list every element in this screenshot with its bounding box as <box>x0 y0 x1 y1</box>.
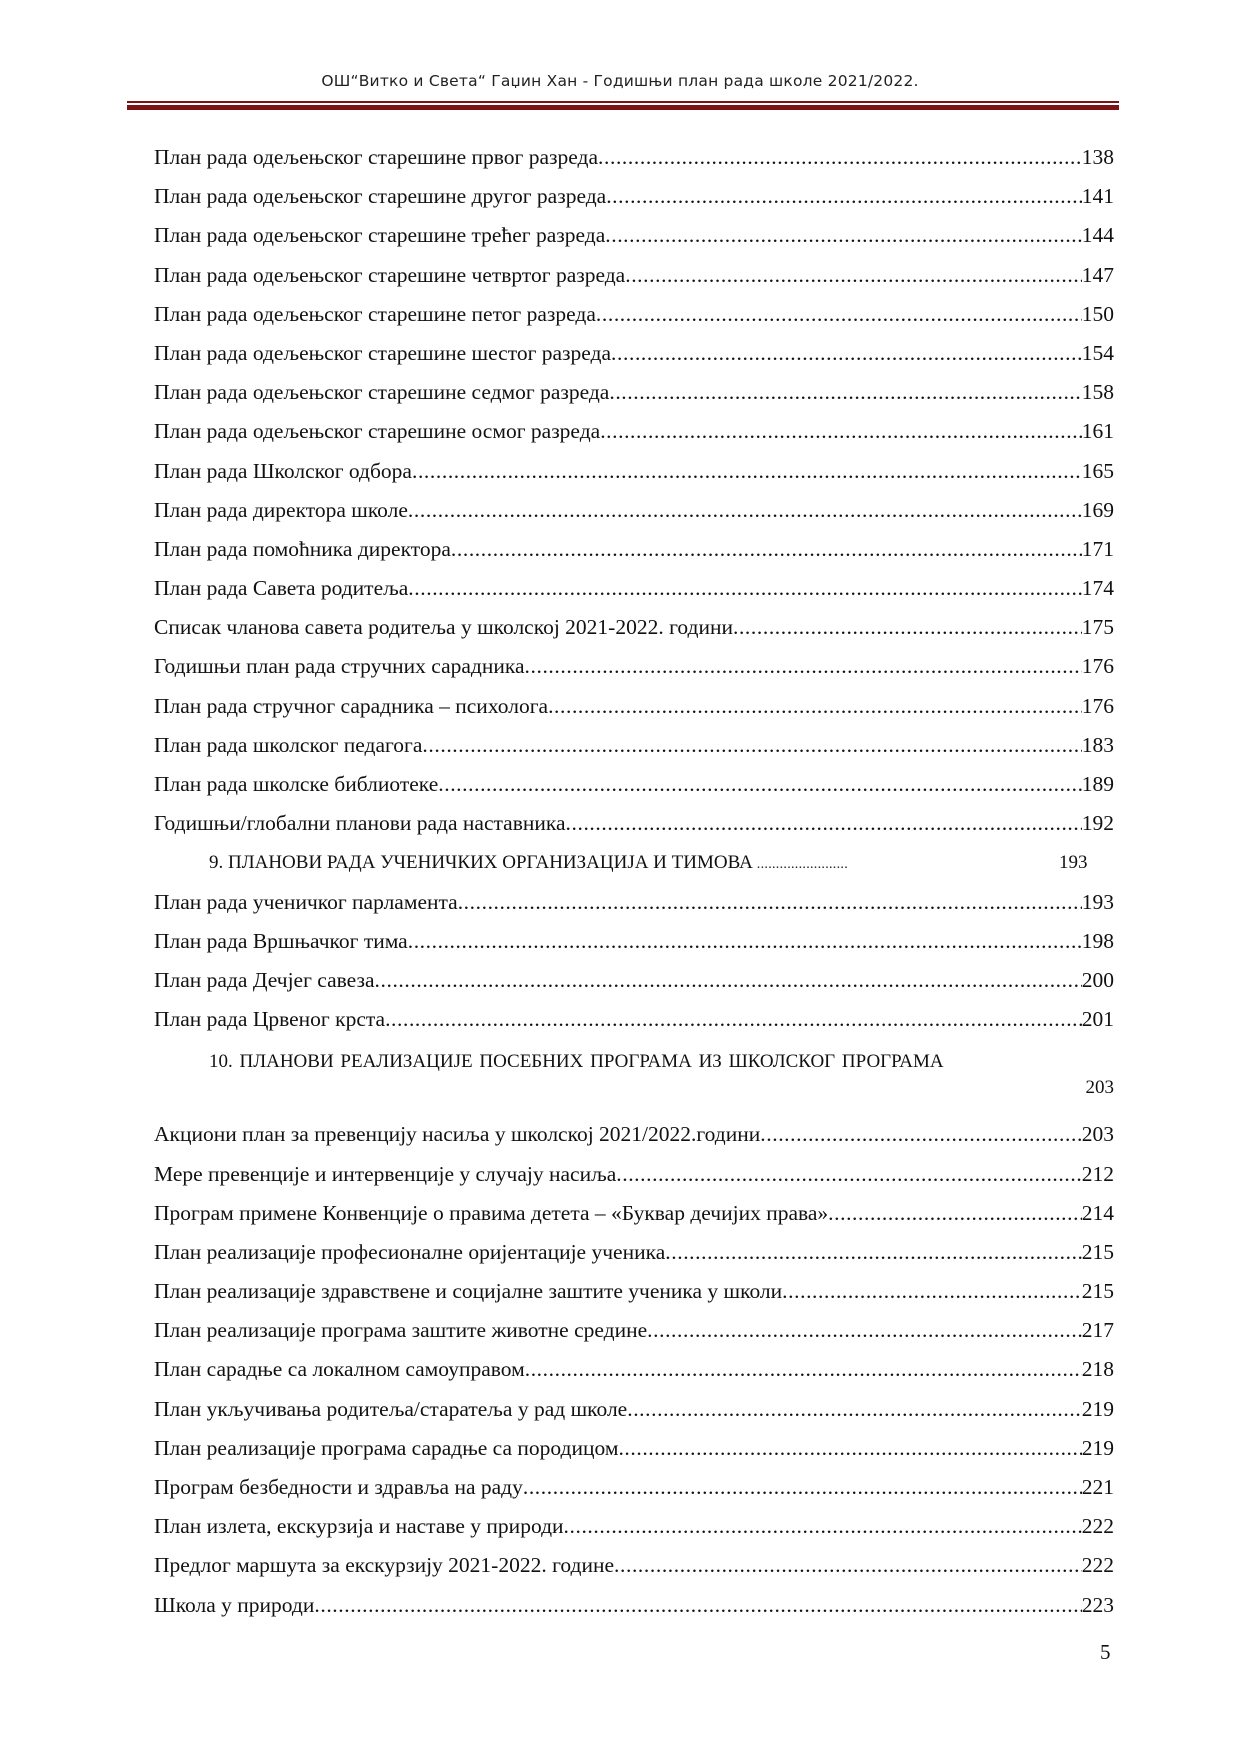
toc-entry-page: 193 <box>1081 889 1114 914</box>
toc-leader-dots <box>605 216 1082 255</box>
toc-leader-dots <box>625 256 1082 295</box>
toc-group-1 <box>154 138 1114 843</box>
toc-entry-page: 215 <box>1081 1279 1114 1304</box>
toc-entry[interactable] <box>154 1507 1114 1546</box>
toc-leader-dots <box>598 138 1082 177</box>
toc-entry-title: Програм безбедности и здравља на раду <box>154 1475 523 1499</box>
toc-entry-title: План сарадње са локалном самоуправом <box>154 1357 525 1382</box>
toc-entry-page: 189 <box>1081 772 1114 796</box>
toc-entry[interactable] <box>154 373 1114 412</box>
toc-entry-page: 221 <box>1081 1475 1114 1499</box>
toc-entry[interactable] <box>154 1468 1114 1507</box>
toc-leader-dots <box>614 1546 1082 1585</box>
toc-group-3 <box>154 1115 1114 1624</box>
toc-entry-title: План рада одељењског старешине првог разреда <box>154 145 599 169</box>
toc-entry-title: Школа у природи <box>154 1592 315 1617</box>
toc-entry-page: 171 <box>1081 536 1114 561</box>
toc-entry-title: План рада ученичког парламента <box>154 889 458 914</box>
toc-leader-dots <box>385 1000 1082 1039</box>
toc-entry-page: 201 <box>1081 1007 1114 1032</box>
toc-entry-title: План рада школског педагога <box>154 732 423 757</box>
toc-entry-page: 223 <box>1081 1592 1114 1617</box>
toc-entry[interactable] <box>154 1311 1114 1350</box>
toc-entry[interactable] <box>154 804 1114 843</box>
toc-entry-page: 219 <box>1081 1396 1114 1421</box>
toc-entry[interactable] <box>154 216 1114 255</box>
toc-entry-page: 192 <box>1081 811 1114 836</box>
toc-leader-dots <box>523 1468 1082 1507</box>
toc-leader-dots <box>408 922 1082 961</box>
toc-entry[interactable] <box>154 647 1114 686</box>
toc-entry-title: План реализације здравствене и социјалне заштите ученика у школи <box>154 1279 783 1304</box>
toc-entry-title: План рада помоћника директора <box>154 536 451 561</box>
toc-entry[interactable] <box>154 334 1114 373</box>
toc-entry-title: Програм примене Конвенције о правима детета – «Буквар дечијих права» <box>154 1200 829 1225</box>
toc-entry[interactable] <box>154 726 1114 765</box>
toc-entry-page: 200 <box>1081 967 1114 992</box>
toc-leader-dots <box>314 1586 1081 1625</box>
header-rule-thick <box>127 105 1119 110</box>
toc-entry[interactable] <box>154 177 1114 216</box>
toc-leader-dots <box>782 1272 1082 1311</box>
toc-entry-page: 138 <box>1081 145 1114 169</box>
toc-entry-page: 176 <box>1081 693 1114 718</box>
toc-leader-dots <box>412 452 1082 491</box>
section-10-title: 10. ПЛАНОВИ РЕАЛИЗАЦИЈЕ ПОСЕБНИХ ПРОГРАМА ИЗ ШКОЛСКОГ ПРОГРАМА <box>209 1051 944 1073</box>
toc-entry[interactable] <box>154 1115 1114 1154</box>
toc-entry-title: План реализације професионалне оријентације ученика <box>154 1239 666 1264</box>
toc-entry-title: План рада одељењског старешине осмог разреда <box>154 419 601 444</box>
toc-entry-title: Годишњи план рада стручних сарадника <box>154 654 525 679</box>
toc-leader-dots <box>828 1194 1082 1233</box>
toc-leader-dots <box>451 530 1082 569</box>
section-9-page: 193 <box>1059 852 1088 874</box>
toc-entry-title: Предлог маршута за екскурзију 2021-2022. године <box>154 1553 615 1578</box>
toc-entry-title: План укључивања родитеља/старатеља у рад школе <box>154 1396 628 1421</box>
toc-entry-page: 175 <box>1081 615 1114 640</box>
toc-entry[interactable] <box>154 1194 1114 1233</box>
toc-entry-page: 214 <box>1081 1200 1114 1225</box>
toc-section-9[interactable] <box>154 843 1114 882</box>
toc-leader-dots <box>422 726 1081 765</box>
toc-entry-page: 150 <box>1081 301 1114 326</box>
toc-entry-page: 219 <box>1081 1435 1114 1460</box>
toc-entry[interactable] <box>154 569 1114 608</box>
toc-entry-page: 169 <box>1081 497 1114 522</box>
toc-entry[interactable] <box>154 530 1114 569</box>
toc-leader-dots <box>611 334 1082 373</box>
toc-entry-title: План рада Школског одбора <box>154 458 412 483</box>
toc-entry-page: 203 <box>1081 1122 1114 1147</box>
toc-entry-title: План рада Вршњачког тима <box>154 928 408 953</box>
toc-leader-dots <box>408 569 1081 608</box>
toc-entry-page: 174 <box>1081 576 1114 601</box>
toc-leader-dots <box>596 295 1082 334</box>
toc-leader-dots <box>566 804 1082 843</box>
toc-entry[interactable] <box>154 1350 1114 1389</box>
toc-entry-title: План рада одељењског старешине трећег разреда <box>154 223 606 248</box>
toc-entry-title: План рада одељењског старешине седмог разреда <box>154 380 610 405</box>
toc-entry-page: 161 <box>1081 419 1114 444</box>
toc-entry[interactable] <box>154 608 1114 647</box>
toc-leader-dots <box>616 1155 1082 1194</box>
toc-entry[interactable] <box>154 295 1114 334</box>
toc-entry-page: 165 <box>1081 458 1114 483</box>
toc-leader-dots <box>647 1311 1082 1350</box>
running-header: ОШ“Витко и Света“ Гаџин Хан - Годишњи план рада школе 2021/2022. <box>321 72 919 90</box>
toc-entry-title: План рада одељењског старешине петог разреда <box>154 301 596 326</box>
section-9-dots: ........................ <box>756 857 848 873</box>
toc-entry-title: План рада Савета родитеља <box>154 576 409 601</box>
toc-leader-dots <box>618 1429 1081 1468</box>
toc-leader-dots <box>600 412 1082 451</box>
toc-entry-page: 222 <box>1081 1514 1114 1539</box>
toc-entry-title: План рада стручног сарадника – психолога <box>154 693 549 718</box>
toc-entry[interactable] <box>154 1233 1114 1272</box>
toc-leader-dots <box>627 1390 1082 1429</box>
toc-leader-dots <box>438 765 1082 804</box>
toc-entry-title: Списак чланова савета родитеља у школској 2021-2022. години <box>154 615 733 640</box>
toc-leader-dots <box>525 1350 1082 1389</box>
toc-entry-title: План реализације програма заштите животне средине <box>154 1318 648 1343</box>
toc-entry-title: План рада директора школе <box>154 497 408 522</box>
toc-leader-dots <box>375 961 1082 1000</box>
toc-entry[interactable] <box>154 883 1114 922</box>
section-10-page: 203 <box>1085 1077 1114 1099</box>
toc-entry[interactable] <box>154 1429 1114 1468</box>
toc-entry-title: План рада школске библиотеке <box>154 772 439 796</box>
toc-entry[interactable] <box>154 412 1114 451</box>
header-rule-thin <box>127 101 1119 103</box>
toc-leader-dots <box>733 608 1082 647</box>
toc-entry-page: 222 <box>1081 1553 1114 1578</box>
toc-leader-dots <box>408 491 1082 530</box>
toc-section-10[interactable] <box>154 1039 1114 1099</box>
toc-entry-page: 144 <box>1081 223 1114 248</box>
toc-entry[interactable] <box>154 1155 1114 1194</box>
toc-leader-dots <box>458 883 1082 922</box>
toc-entry[interactable] <box>154 961 1114 1000</box>
toc-leader-dots <box>606 177 1082 216</box>
toc-leader-dots <box>760 1115 1081 1154</box>
toc-entry-title: План реализације програма сарадње са породицом <box>154 1435 619 1460</box>
toc-entry-title: План рада Црвеног крста <box>154 1007 386 1032</box>
table-of-contents <box>154 138 1114 1625</box>
toc-entry-title: Мере превенције и интервенције у случају насиља <box>154 1161 617 1186</box>
toc-group-2 <box>154 883 1114 1040</box>
toc-leader-dots <box>564 1507 1082 1546</box>
toc-entry-title: План рада одељењског старешине четвртог разреда <box>154 262 626 287</box>
toc-entry[interactable] <box>154 256 1114 295</box>
toc-leader-dots <box>525 647 1082 686</box>
toc-entry-page: 198 <box>1081 928 1114 953</box>
toc-entry[interactable] <box>154 765 1114 804</box>
toc-entry-title: Годишњи/глобални планови рада наставника <box>154 811 566 836</box>
toc-entry-page: 176 <box>1081 654 1114 679</box>
toc-entry-page: 141 <box>1081 184 1114 209</box>
toc-entry-title: План рада Дечјег савеза <box>154 967 375 992</box>
section-9-title: 9. ПЛАНОВИ РАДА УЧЕНИЧКИХ ОРГАНИЗАЦИЈА И ТИМОВА <box>209 852 753 874</box>
toc-entry[interactable] <box>154 687 1114 726</box>
toc-leader-dots <box>609 373 1081 412</box>
toc-entry-title: Акциони план за превенцију насиља у школској 2021/2022.години <box>154 1122 761 1147</box>
toc-entry[interactable] <box>154 1586 1114 1625</box>
toc-entry[interactable] <box>154 452 1114 491</box>
spacer <box>154 1095 1114 1115</box>
toc-entry[interactable] <box>154 491 1114 530</box>
toc-entry[interactable] <box>154 138 1114 177</box>
toc-entry[interactable] <box>154 1390 1114 1429</box>
page-number: 5 <box>1100 1640 1111 1664</box>
toc-entry[interactable] <box>154 922 1114 961</box>
toc-entry-page: 158 <box>1081 380 1114 405</box>
toc-entry-page: 183 <box>1081 732 1114 757</box>
toc-entry[interactable] <box>154 1546 1114 1585</box>
toc-leader-dots <box>665 1233 1081 1272</box>
toc-entry-page: 215 <box>1081 1239 1114 1264</box>
toc-entry-page: 217 <box>1081 1318 1114 1343</box>
toc-leader-dots <box>548 687 1082 726</box>
toc-entry-title: План излета, екскурзија и наставе у природи <box>154 1514 564 1539</box>
toc-entry-title: План рада одељењског старешине другог разреда <box>154 184 607 209</box>
toc-entry[interactable] <box>154 1272 1114 1311</box>
toc-entry-page: 147 <box>1081 262 1114 287</box>
toc-entry-page: 212 <box>1081 1161 1114 1186</box>
toc-entry[interactable] <box>154 1000 1114 1039</box>
toc-entry-title: План рада одељењског старешине шестог разреда <box>154 340 612 365</box>
toc-entry-page: 218 <box>1081 1357 1114 1382</box>
toc-entry-page: 154 <box>1081 340 1114 365</box>
